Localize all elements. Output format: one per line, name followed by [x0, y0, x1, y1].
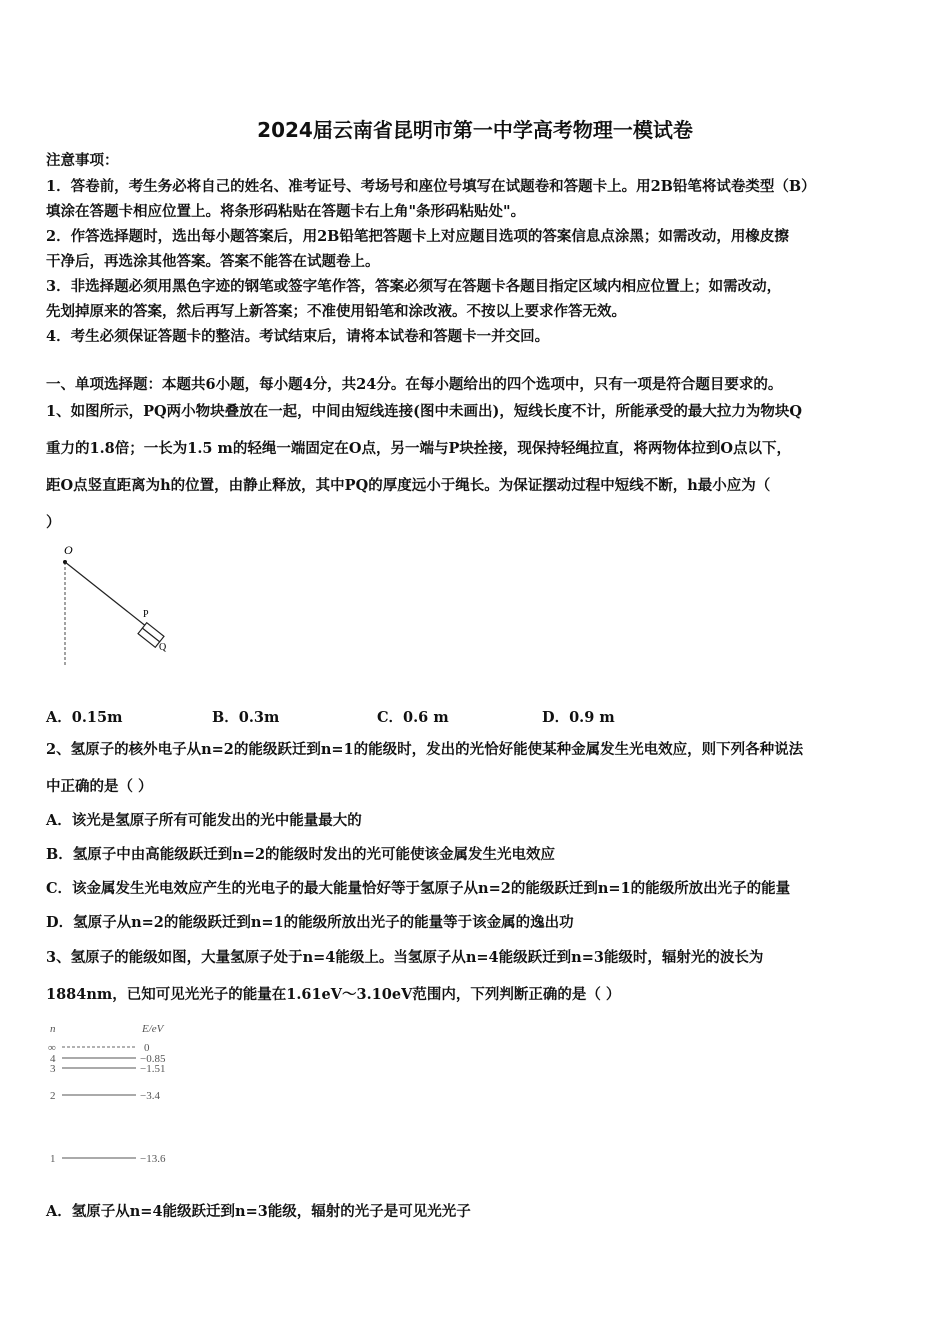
notice-heading: 注意事项： [46, 152, 119, 169]
notice-line: 先划掉原来的答案，然后再写上新答案；不准使用铅笔和涂改液。不按以上要求作答无效。 [46, 303, 626, 320]
label-p: P [143, 609, 149, 620]
option-a[interactable]: A．0.15m [46, 709, 123, 726]
notice-line: 填涂在答题卡相应位置上。将条形码粘贴在答题卡右上角"条形码粘贴处"。 [46, 203, 526, 220]
section-heading: 一、单项选择题：本题共6小题，每小题4分，共24分。在每小题给出的四个选项中，只有一项是符合题目要求的。 [46, 376, 783, 393]
question-3-line: 1884nm，已知可见光光子的能量在1.61eV～3.10eV范围内，下列判断正确的是（ ） [46, 986, 621, 1003]
level-energy: −13.6 [140, 1153, 166, 1165]
n-axis-label: n [50, 1023, 56, 1035]
energy-level-diagram [40, 1018, 200, 1168]
question-3-line: 3、氢原子的能级如图，大量氢原子处于n=4能级上。当氢原子从n=4能级跃迁到n=3能级时，辐射光的波长为 [46, 949, 764, 966]
level-energy: −0.85 [140, 1053, 166, 1065]
option-d[interactable]: D．0.9 m [542, 709, 615, 726]
question-2-line: 2、氢原子的核外电子从n=2的能级跃迁到n=1的能级时，发出的光恰好能使某种金属发生光电效应，则下列各种说法 [46, 741, 804, 758]
energy-axis-label: E/eV [142, 1023, 164, 1035]
level-energy: −1.51 [140, 1063, 166, 1075]
option-c[interactable]: C．0.6 m [377, 709, 449, 726]
option-b[interactable]: B．氢原子中由高能级跃迁到n=2的能级时发出的光可能使该金属发生光电效应 [46, 846, 556, 863]
label-q: Q [159, 642, 167, 653]
level-energy: −3.4 [140, 1090, 160, 1102]
question-1-line: 重力的1.8倍；一长为1.5 m的轻绳一端固定在O点，另一端与P块拴接，现保持轻绳拉直，将两物体拉到O点以下， [46, 440, 792, 457]
question-2-line: 中正确的是（ ） [46, 778, 153, 795]
option-b[interactable]: B．0.3m [212, 709, 280, 726]
level-n: 4 [50, 1053, 56, 1065]
notice-line: 4．考生必须保证答题卡的整洁。考试结束后，请将本试卷和答题卡一并交回。 [46, 328, 550, 345]
level-n: 1 [50, 1153, 56, 1165]
level-n: ∞ [48, 1042, 56, 1054]
level-energy: 0 [144, 1042, 150, 1054]
notice-line: 1．答卷前，考生务必将自己的姓名、准考证号、考场号和座位号填写在试题卷和答题卡上。用2B铅笔将试卷类型（B） [46, 178, 816, 195]
notice-line: 3．非选择题必须用黑色字迹的钢笔或签字笔作答，答案必须写在答题卡各题目指定区域内相应位置上；如需改动， [46, 278, 782, 295]
notice-line: 2．作答选择题时，选出每小题答案后，用2B铅笔把答题卡上对应题目选项的答案信息点涂黑；如需改动，用橡皮擦 [46, 228, 789, 245]
option-a[interactable]: A．该光是氢原子所有可能发出的光中能量最大的 [46, 812, 362, 829]
option-a[interactable]: A．氢原子从n=4能级跃迁到n=3能级，辐射的光子是可见光光子 [46, 1203, 471, 1220]
notice-line: 干净后，再选涂其他答案。答案不能答在试题卷上。 [46, 253, 380, 270]
question-1-line: ） [46, 514, 61, 531]
question-1-line: 距O点竖直距离为h的位置，由静止释放，其中PQ的厚度远小于绳长。为保证摆动过程中短线不断，h最小应为（ [46, 477, 771, 494]
level-n: 2 [50, 1090, 56, 1102]
question-1-line: 1、如图所示，PQ两小物块叠放在一起，中间由短线连接(图中未画出)，短线长度不计，所能承受的最大拉力为物块Q [46, 403, 802, 420]
pendulum-figure [50, 540, 190, 670]
option-d[interactable]: D．氢原子从n=2的能级跃迁到n=1的能级所放出光子的能量等于该金属的逸出功 [46, 914, 574, 931]
option-c[interactable]: C．该金属发生光电效应产生的光电子的最大能量恰好等于氢原子从n=2的能级跃迁到n=1的能级所放出光子的能量 [46, 880, 791, 897]
level-n: 3 [50, 1063, 56, 1075]
label-o: O [64, 543, 73, 557]
page-title: 2024届云南省昆明市第一中学高考物理一模试卷 [257, 118, 693, 142]
